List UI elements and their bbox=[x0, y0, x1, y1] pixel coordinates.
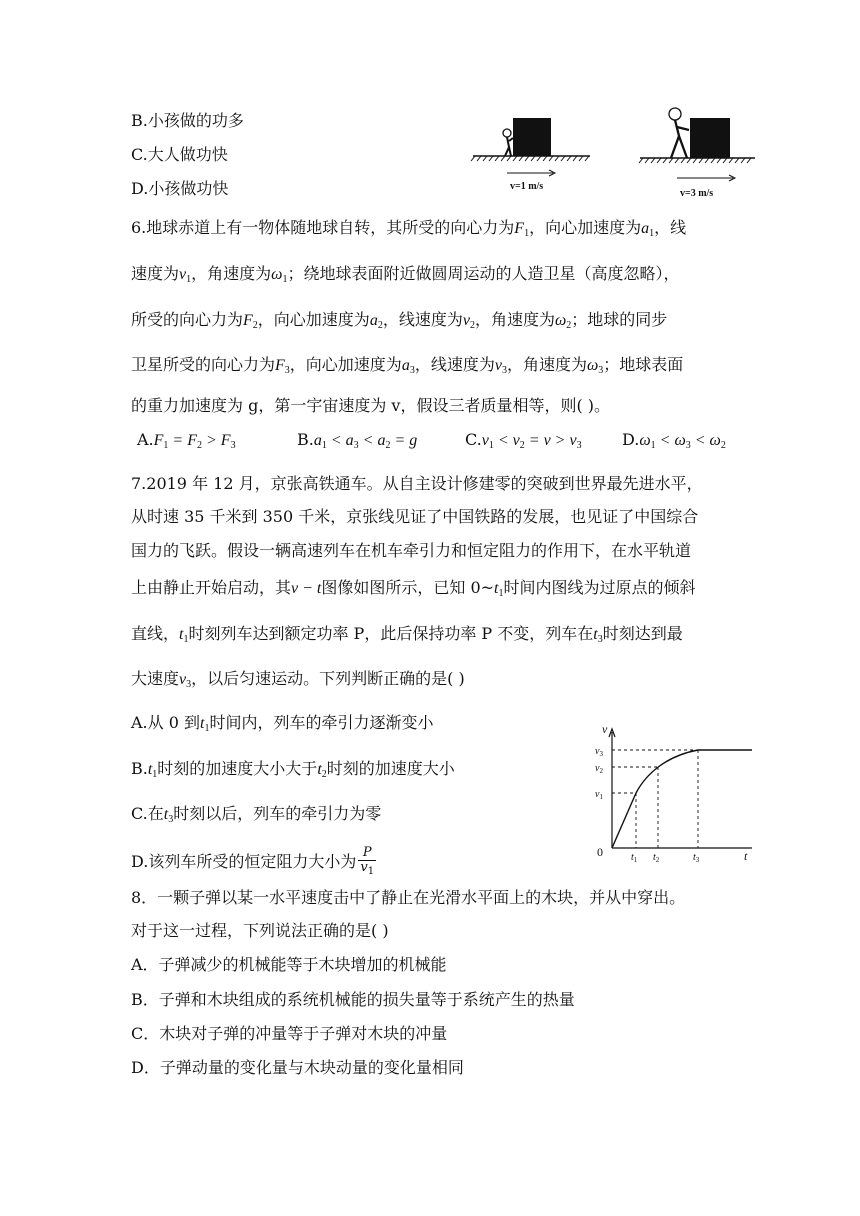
adult-pushing-box bbox=[639, 108, 755, 199]
q8-option-c: C．木块对子弹的冲量等于子弹对木块的冲量 bbox=[131, 1024, 448, 1043]
q7-line-2: 从时速 35 千米到 350 千米，京张线见证了中国铁路的发展，也见证了中国综合 bbox=[131, 507, 699, 526]
q8-option-d: D．子弹动量的变化量与木块动量的变化量相同 bbox=[131, 1058, 464, 1077]
q5-right-velocity-label: v=3 m/s bbox=[680, 188, 714, 199]
tick-t1: $t_1$ bbox=[631, 852, 638, 864]
origin-label: 0 bbox=[597, 845, 603, 859]
tick-t3: $t_3$ bbox=[693, 852, 700, 864]
q8-line-1: 8．一颗子弹以某一水平速度击中了静止在光滑水平面上的木块，并从中穿出。 bbox=[131, 888, 686, 907]
friction-fraction: $\frac{P}{v_1}$ bbox=[360, 845, 375, 877]
q7-vt-graph bbox=[588, 718, 760, 864]
q8-line-2: 对于这一过程，下列说法正确的是( ) bbox=[131, 921, 389, 940]
velocity-curve bbox=[612, 750, 752, 848]
q6-line-1: 6.地球赤道上有一物体随地球自转，其所受的向心力为$F_1$，向心加速度为$a_1$，线 bbox=[131, 218, 687, 239]
t-axis-label: t bbox=[744, 849, 748, 863]
tick-v1: $v_1$ bbox=[595, 789, 603, 801]
tick-v3: $v_3$ bbox=[595, 746, 603, 758]
q6-option-a: $A.F_1 = F_2 > F_3$ bbox=[137, 430, 236, 451]
q8-option-a: A．子弹减少的机械能等于木块增加的机械能 bbox=[131, 955, 447, 974]
tick-v2: $v_2$ bbox=[595, 763, 603, 775]
q5-option-b: B.小孩做的功多 bbox=[131, 111, 244, 130]
q5-option-d: D.小孩做功快 bbox=[131, 179, 229, 198]
q7-option-b: $B.t_1$时刻的加速度大小大于$t_2$时刻的加速度大小 bbox=[131, 759, 455, 780]
q6-line-4: 卫星所受的向心力为$F_3$，向心加速度为$a_3$，线速度为$v_3$，角速度为$\omega_3$；地球表面 bbox=[131, 355, 684, 376]
q8-option-b: B．子弹和木块组成的系统机械能的损失量等于系统产生的热量 bbox=[131, 990, 575, 1009]
q5-left-velocity-label: v=1 m/s bbox=[510, 181, 544, 192]
q5-push-figure bbox=[465, 100, 765, 205]
q6-option-d: $D.\omega_1 < \omega_3 < \omega_2$ bbox=[622, 430, 726, 451]
q7-option-a: A.从 0 到$t_1$时间内，列车的牵引力逐渐变小 bbox=[131, 713, 434, 734]
tick-t2: $t_2$ bbox=[653, 852, 660, 864]
q7-line-5: 直线，$t_1$时刻列车达到额定功率 P，此后保持功率 P 不变，列车在$t_3$时刻达到最 bbox=[131, 624, 683, 645]
q5-option-c: C.大人做功快 bbox=[131, 145, 228, 164]
q7-option-c: C.在$t_3$时刻以后，列车的牵引力为零 bbox=[131, 804, 382, 825]
q7-line-4: 上由静止开始启动，其v − t图像如图所示，已知 $0\sim t_1$时间内图线为过原点的倾斜 bbox=[131, 578, 696, 599]
q6-line-2: 速度为$v_1$，角速度为$\omega_1$；绕地球表面附近做圆周运动的人造卫星（高度忽略）， bbox=[131, 264, 680, 285]
q6-line-5: 的重力加速度为 g，第一宇宙速度为 v，假设三者质量相等，则( )。 bbox=[131, 396, 611, 415]
q6-option-b: $B.a_1 < a_3 < a_2 = g$ bbox=[297, 430, 418, 451]
q7-option-d: D.该列车所受的恒定阻力大小为 $\frac{P}{v_1}$ bbox=[131, 845, 375, 877]
q7-line-1: 7.2019 年 12 月，京张高铁通车。从自主设计修建零的突破到世界最先进水平， bbox=[131, 474, 703, 493]
q7-line-6: 大速度$v_3$，以后匀速运动。下列判断正确的是( ) bbox=[131, 669, 465, 690]
kid-pushing-box bbox=[471, 118, 590, 192]
v-axis-label: v bbox=[602, 722, 608, 736]
q6-option-c: $C.v_1 < v_2 = v > v_3$ bbox=[465, 430, 582, 451]
q7-line-3: 国力的飞跃。假设一辆高速列车在机车牵引力和恒定阻力的作用下，在水平轨道 bbox=[131, 541, 692, 560]
q6-line-3: 所受的向心力为$F_2$，向心加速度为$a_2$，线速度为$v_2$，角速度为$\omega_2$；地球的同步 bbox=[131, 310, 668, 331]
